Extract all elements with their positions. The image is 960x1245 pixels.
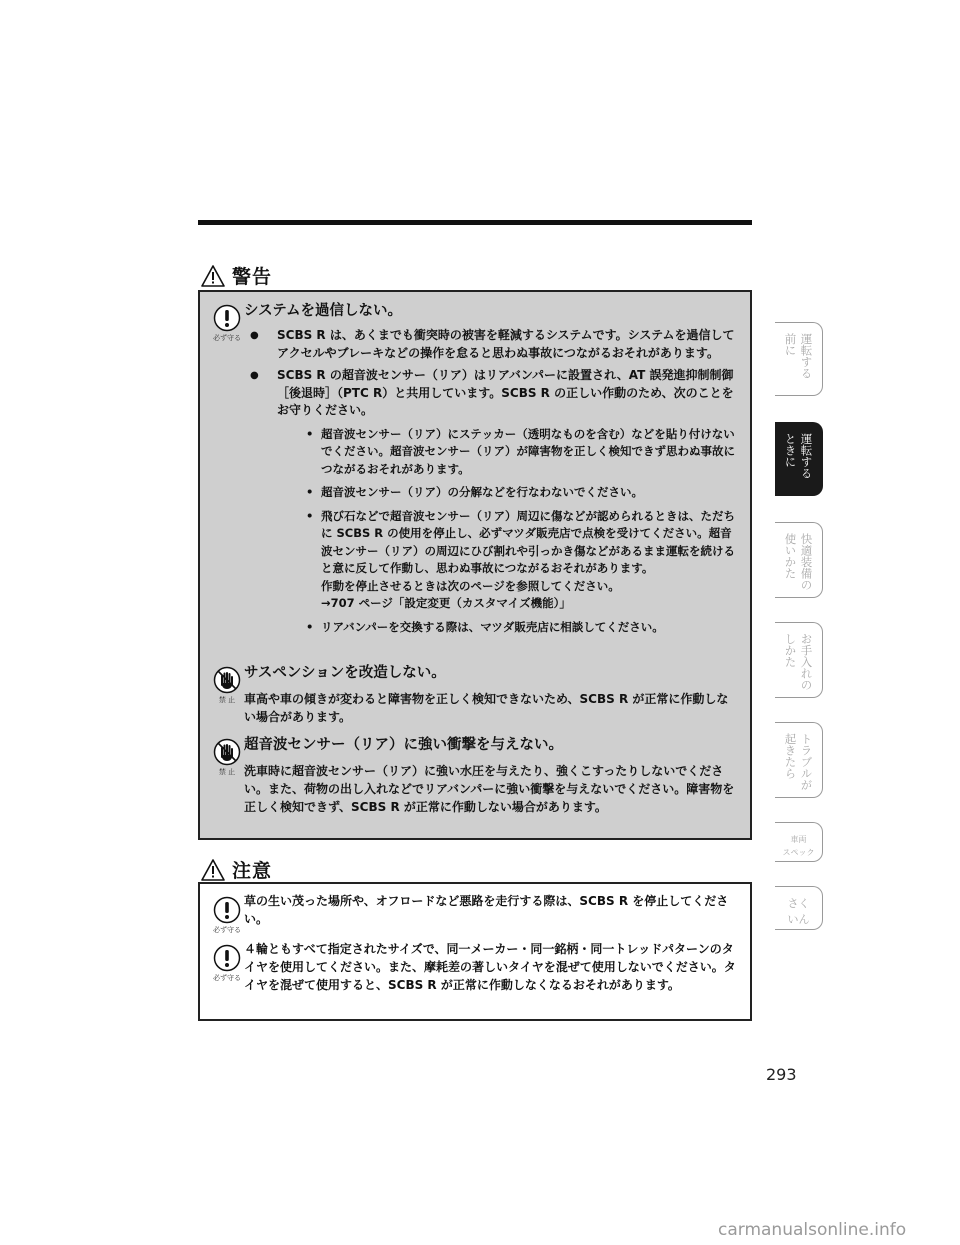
item-body: 車高や車の傾きが変わると障害物を正しく検知できないため、SCBS R が正常に作動しない場合があります。: [244, 692, 729, 724]
tab-label: 車両: [790, 835, 807, 844]
sub-bullet-text: • リアバンパーを交換する際は、マツダ販売店に相談してください。: [321, 619, 664, 634]
icon-caption: 必ず守る: [213, 974, 241, 982]
sub-bullet-list: [304, 426, 740, 637]
side-tab-before-driving[interactable]: [775, 322, 823, 396]
side-tab-troubleshooting[interactable]: [775, 722, 823, 798]
icon-caption: 必ず守る: [213, 334, 241, 342]
sub-bullet-extra: 作動を停止させるときは次のページを参照してください。: [321, 578, 620, 593]
prohibited-icon-wrap: [210, 666, 244, 705]
sub-bullet-item: [304, 619, 740, 637]
warning-box: [198, 290, 752, 840]
tab-label: お手入れの: [799, 633, 814, 691]
page-reference-link[interactable]: →707 ページ「設定変更（カスタマイズ機能）」: [321, 596, 571, 610]
page-number: 293: [766, 1065, 797, 1084]
mandatory-exclamation-icon: [213, 304, 241, 332]
icon-caption: 禁 止: [218, 696, 236, 704]
sub-bullet-text: • 超音波センサー（リア）の分解などを行なわないでください。: [321, 485, 643, 499]
tab-label: いん: [787, 913, 810, 926]
tab-label: さく: [787, 897, 810, 910]
bullet-text: SCBS R の超音波センサー（リア）はリアバンパーに設置され、AT 誤発進抑制制御［後退時］（PTC R）と共用しています。SCBS R の正しい作動のため、次のことをお守りください。: [277, 368, 734, 417]
tab-label: 使いかた: [783, 533, 798, 579]
warning-item-suspension: [210, 662, 740, 726]
prohibited-icon-wrap: [210, 738, 244, 777]
bullet-list: [250, 327, 740, 636]
watermark: carmanualsonline.info: [718, 1220, 907, 1240]
caution-item-rough-road: [210, 892, 740, 934]
icon-caption: 必ず守る: [213, 926, 241, 934]
caution-box: [198, 882, 752, 1021]
tab-label: ときに: [783, 433, 798, 468]
side-tab-when-driving[interactable]: [775, 422, 823, 496]
caution-heading: [200, 856, 272, 883]
warning-item-overreliance: [210, 300, 740, 636]
item-title: 超音波センサー（リア）に強い衝撃を与えない。: [244, 737, 563, 753]
icon-caption: 禁 止: [218, 768, 236, 776]
top-rule: [198, 220, 752, 225]
warning-triangle-icon: [200, 264, 226, 288]
mandatory-exclamation-icon: [213, 896, 241, 924]
tab-label: スペック: [782, 848, 815, 857]
caution-item-tires: [210, 940, 740, 994]
warning-item-sensor-impact: [210, 734, 740, 816]
sub-bullet-text: • 飛び石などで超音波センサー（リア）周辺に傷などが認められるときは、ただちに SCBS R の使用を停止し、必ずマツダ販売店で点検を受けてください。超音波センサー（リア）の周辺にひび割れや引っかき傷などがあるまま運転を続けると意に反して作動し、思わぬ事故につながるおそれがあります。: [321, 508, 735, 575]
warning-heading: [200, 262, 272, 289]
item-body: ４輪ともすべて指定されたサイズで、同一メーカー・同一銘柄・同一トレッドパターンのタイヤを使用してください。また、摩耗差の著しいタイヤを混ぜて使用しないでください。タイヤを混ぜて使用すると、SCBS R が正常に作動しなくなるおそれがあります。: [244, 942, 736, 992]
warning-title: 警告: [232, 266, 273, 288]
side-tab-maintenance[interactable]: [775, 622, 823, 698]
sub-bullet-text: • 超音波センサー（リア）にステッカー（透明なものを含む）などを貼り付けないでください。超音波センサー（リア）が障害物を正しく検知できず思わぬ事故につながるおそれがあります。: [321, 426, 735, 476]
item-title: サスペンションを改造しない。: [244, 665, 446, 681]
item-body: 洗車時に超音波センサー（リア）に強い水圧を与えたり、強くこすったりしないでください。また、荷物の出し入れなどでリアバンパーに強い衝撃を与えないでください。障害物を正しく検知できず、SCBS R が正常に作動しない場合があります。: [244, 764, 735, 814]
tab-label: 快適装備の: [799, 533, 814, 591]
item-title: システムを過信しない。: [244, 303, 403, 319]
mandatory-icon-wrap: [210, 944, 244, 983]
mandatory-exclamation-icon: [213, 944, 241, 972]
prohibited-hand-icon: [213, 666, 241, 694]
sub-bullet-item: [304, 508, 740, 613]
side-tab-index[interactable]: [775, 886, 823, 930]
bullet-item: ● SCBS R は、あくまでも衝突時の被害を軽減するシステムです。システムを過信してアクセルやブレーキなどの操作を怠ると思わぬ事故につながるおそれがあります。: [250, 327, 740, 362]
tab-label: 前に: [783, 333, 798, 356]
tab-label: しかた: [783, 633, 798, 668]
caution-title: 注意: [232, 860, 273, 882]
prohibited-hand-icon: [213, 738, 241, 766]
tab-label: 運転する: [799, 333, 814, 379]
caution-triangle-icon: [200, 858, 226, 882]
tab-label: 運転する: [799, 433, 814, 479]
mandatory-icon-wrap: [210, 304, 244, 343]
side-tab-comfort-features[interactable]: [775, 522, 823, 598]
sub-bullet-item: [304, 426, 740, 479]
sub-bullet-item: [304, 484, 740, 502]
bullet-item: [250, 367, 740, 636]
side-tab-specifications[interactable]: [775, 822, 823, 862]
mandatory-icon-wrap: [210, 896, 244, 935]
tab-label: トラブルが: [799, 733, 814, 791]
tab-label: 起きたら: [783, 733, 798, 779]
item-body: 草の生い茂った場所や、オフロードなど悪路を走行する際は、SCBS R を停止してください。: [244, 894, 729, 926]
